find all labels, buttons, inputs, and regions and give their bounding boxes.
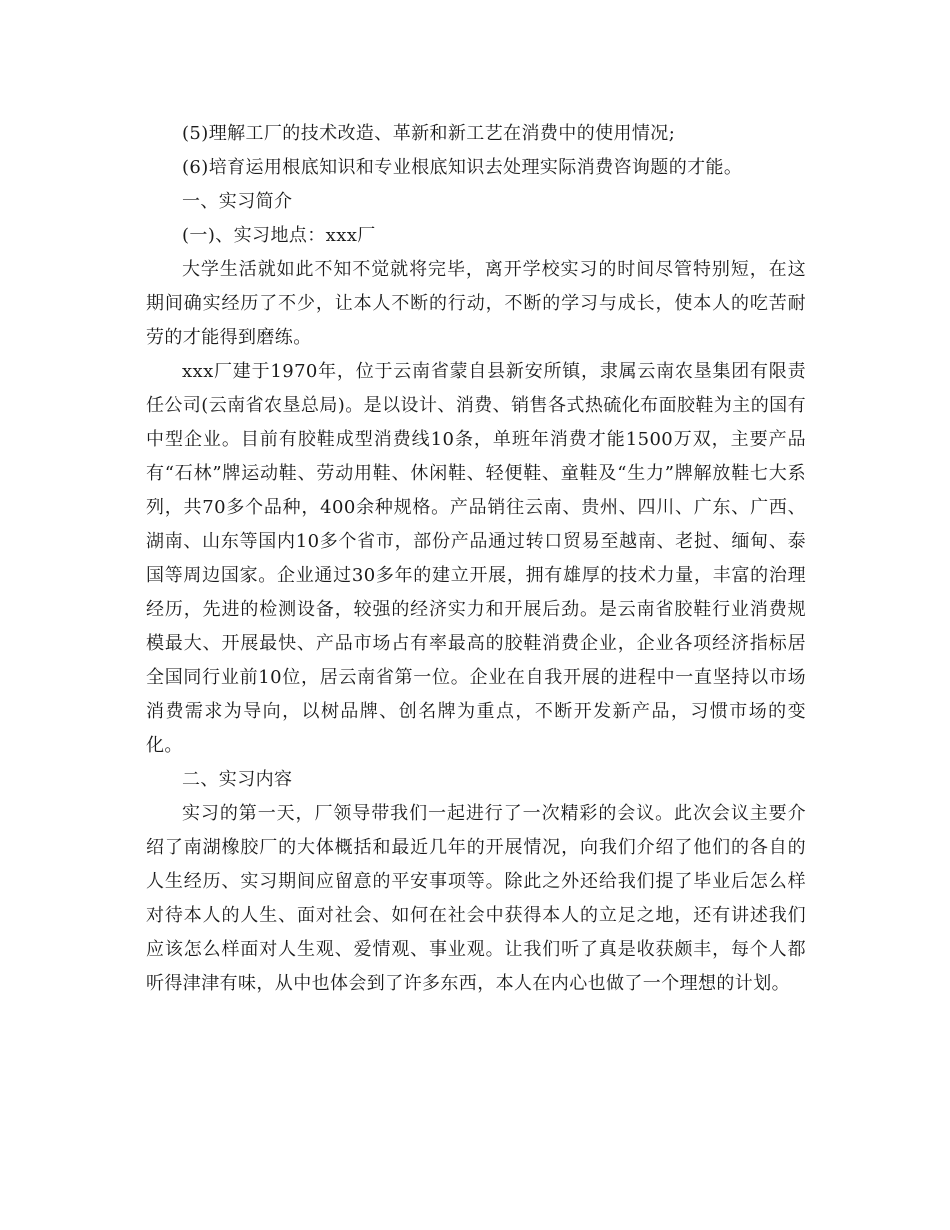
paragraph-goal-6: (6)培育运用根底知识和专业根底知识去处理实际消费咨询题的才能。 (182, 157, 743, 178)
section-heading-intro: 一、实习简介 (182, 191, 293, 212)
paragraph-university-life: 大学生活就如此不知不觉就将完毕，离开学校实习的时间尽管特别短，在这期间确实经历了不少，让本人不断的行动，不断的学习与成长，使本人的吃苦耐劳的才能得到磨练。 (146, 259, 806, 348)
paragraph-goal-5: (5)理解工厂的技术改造、革新和新工艺在消费中的使用情况; (182, 123, 676, 144)
subheading-location: (一)、实习地点：xxx厂 (182, 225, 376, 246)
paragraph-first-day: 实习的第一天，厂领导带我们一起进行了一次精彩的会议。此次会议主要介绍了南湖橡胶厂的大体概括和最近几年的开展情况，向我们介绍了他们的各自的人生经历、实习期间应留意的平安事项等。除此之外还给我们提了毕业后怎么样对待本人的人生、面对社会、如何在社会中获得本人的立足之地，还有讲述我们应该怎么样面对人生观、爱情观、事业观。让我们听了真是收获颇丰，每个人都听得津津有味，从中也体会到了许多东西，本人在内心也做了一个理想的计划。 (146, 803, 806, 994)
section-heading-content: 二、实习内容 (182, 769, 293, 790)
paragraph-factory-profile: xxx厂建于1970年，位于云南省蒙自县新安所镇，隶属云南农垦集团有限责任公司(云南省农垦总局)。是以设计、消费、销售各式热硫化布面胶鞋为主的国有中型企业。目前有胶鞋成型消费线10条，单班年消费才能1500万双，主要产品有“石林”牌运动鞋、劳动用鞋、休闲鞋、轻便鞋、童鞋及“生力”牌解放鞋七大系列，共70多个品种，400余种规格。产品销往云南、贵州、四川、广东、广西、湖南、山东等国内10多个省市，部份产品通过转口贸易至越南、老挝、缅甸、泰国等周边国家。企业通过30多年的建立开展，拥有雄厚的技术力量，丰富的治理经历，先进的检测设备，较强的经济实力和开展后劲。是云南省胶鞋行业消费规模最大、开展最快、产品市场占有率最高的胶鞋消费企业，企业各项经济指标居全国同行业前10位，居云南省第一位。企业在自我开展的进程中一直坚持以市场消费需求为导向，以树品牌、创名牌为重点，不断开发新产品，习惯市场的变化。 (146, 361, 806, 756)
document-body (146, 117, 806, 1001)
